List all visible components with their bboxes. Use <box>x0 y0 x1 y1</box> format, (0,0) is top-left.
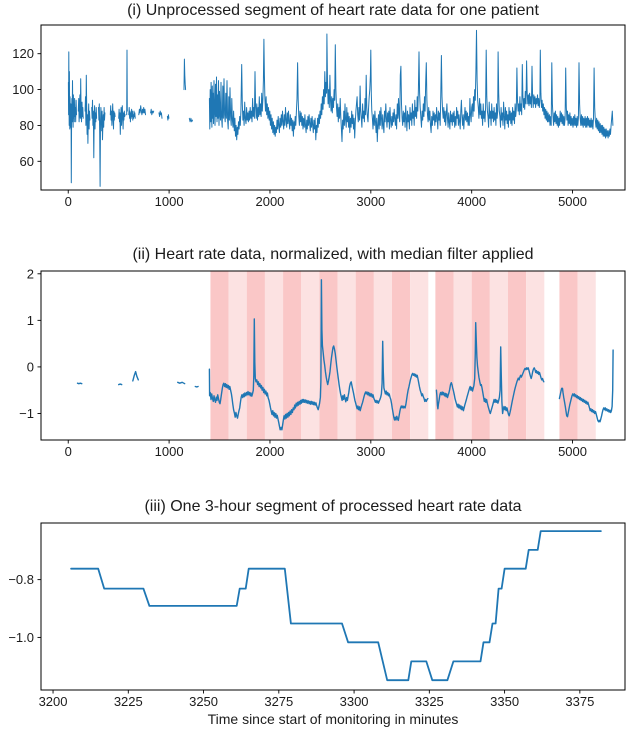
x-tick-label: 2000 <box>255 444 285 459</box>
y-tick-label: 60 <box>19 153 34 169</box>
segment-band-light <box>338 271 356 440</box>
x-tick-label: 3375 <box>565 694 595 709</box>
y-tick-label: −1 <box>19 405 34 421</box>
segment-band-light <box>526 271 544 440</box>
plot1-data-line <box>78 79 83 122</box>
x-tick-label: 5000 <box>558 444 588 459</box>
x-tick-label: 3250 <box>189 694 219 709</box>
segment-band-light <box>490 271 508 440</box>
x-tick-label: 1000 <box>154 194 184 209</box>
segment-band-light <box>578 271 596 440</box>
y-tick-label: 80 <box>19 117 34 133</box>
plot1-data-line <box>110 104 115 129</box>
segment-band-dark <box>210 271 228 440</box>
x-tick-label: 3225 <box>113 694 143 709</box>
x-tick-label: 3350 <box>490 694 520 709</box>
plot2-data-line <box>119 384 122 385</box>
x-tick-label: 2000 <box>255 194 285 209</box>
plot1-data-line <box>92 100 97 157</box>
plot2-data-line <box>78 383 82 384</box>
plot1-data-line <box>139 106 146 115</box>
x-tick-label: 3000 <box>356 444 386 459</box>
plot3-x-axis-label: Time since start of monitoring in minutes <box>207 711 459 727</box>
y-tick-label: 0 <box>26 359 34 375</box>
plot1-data-line <box>85 75 90 143</box>
y-tick-label: −0.8 <box>8 572 34 588</box>
x-tick-label: 3000 <box>356 194 386 209</box>
x-tick-label: 1000 <box>154 444 184 459</box>
y-tick-label: 120 <box>12 46 34 62</box>
segment-band-dark <box>247 271 265 440</box>
segment-band-dark <box>392 271 410 440</box>
segment-band-dark <box>472 271 490 440</box>
x-tick-label: 3275 <box>264 694 294 709</box>
x-tick-label: 5000 <box>558 194 588 209</box>
x-tick-label: 3325 <box>414 694 444 709</box>
plot2-data-line <box>178 382 185 383</box>
plot1-data-line <box>127 50 128 115</box>
plot1-data-line <box>68 52 76 183</box>
segment-band-light <box>301 271 319 440</box>
plot2-title: (ii) Heart rate data, normalized, with median filter applied <box>132 246 534 263</box>
plot1-data-line <box>189 118 192 122</box>
plot1-data-line <box>209 30 613 141</box>
plot1-title: (i) Unprocessed segment of heart rate data for one patient <box>127 2 539 19</box>
plot1-data-line <box>129 108 135 122</box>
y-tick-label: 2 <box>26 266 34 282</box>
y-tick-label: −1.0 <box>8 629 34 645</box>
x-tick-label: 0 <box>64 444 72 459</box>
segment-band-dark <box>508 271 526 440</box>
plot1-data-line <box>167 115 169 120</box>
plot1-data-line <box>119 106 125 135</box>
x-tick-label: 0 <box>64 194 72 209</box>
plot2-data-line <box>133 372 139 381</box>
x-tick-label: 4000 <box>457 194 487 209</box>
plot1-data-line <box>99 104 105 186</box>
plot1-data-line <box>184 59 186 90</box>
segment-band-light <box>410 271 428 440</box>
y-tick-label: 1 <box>26 312 34 328</box>
plot1-data-line <box>151 109 154 114</box>
segment-band-dark <box>435 271 453 440</box>
x-tick-label: 3300 <box>339 694 369 709</box>
plot3-data-line <box>71 531 601 680</box>
y-tick-label: 100 <box>12 82 34 98</box>
segment-band-light <box>454 271 472 440</box>
plot1-data-line <box>159 111 162 118</box>
plot3-title: (iii) One 3-hour segment of processed heart rate data <box>144 498 522 515</box>
x-tick-label: 4000 <box>457 444 487 459</box>
x-tick-label: 3200 <box>38 694 68 709</box>
segment-band-dark <box>356 271 374 440</box>
